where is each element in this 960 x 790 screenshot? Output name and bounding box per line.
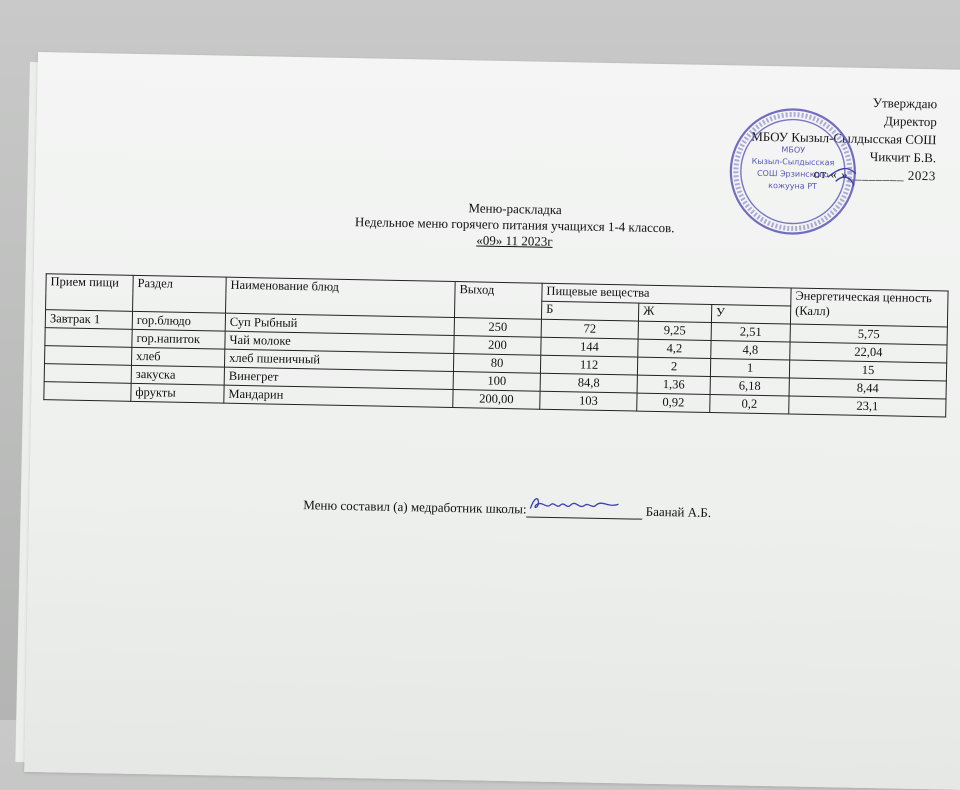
header-zh: Ж bbox=[638, 303, 711, 322]
cell-energy: 5,75 bbox=[790, 324, 947, 345]
cell-energy: 23,1 bbox=[789, 396, 946, 417]
cell-zh: 2 bbox=[637, 357, 710, 376]
cell-yield: 200,00 bbox=[453, 390, 540, 410]
cell-energy: 8,44 bbox=[789, 378, 946, 399]
cell-yield: 250 bbox=[454, 318, 541, 338]
cell-yield: 200 bbox=[454, 336, 541, 356]
cell-section: закуска bbox=[131, 365, 224, 385]
header-meal: Прием пищи bbox=[46, 274, 134, 312]
cell-dish: Мандарин bbox=[224, 385, 453, 407]
cell-meal bbox=[45, 328, 132, 348]
school-stamp bbox=[727, 105, 859, 237]
footer-prefix: Меню составил (а) медработник школы: bbox=[303, 497, 527, 517]
signature-line bbox=[526, 502, 642, 519]
approval-line-5: от « »________ 2023 bbox=[813, 165, 936, 184]
cell-zh: 4,2 bbox=[638, 339, 711, 358]
cell-meal: Завтрак 1 bbox=[45, 310, 132, 330]
header-b: Б bbox=[541, 301, 638, 321]
cell-b: 84,8 bbox=[540, 373, 637, 393]
header-energy: Энергетическая ценность (Калл) bbox=[790, 288, 948, 327]
cell-section: гор.напиток bbox=[132, 329, 225, 349]
cell-yield: 80 bbox=[453, 354, 540, 374]
cell-yield: 100 bbox=[453, 372, 540, 392]
cell-b: 103 bbox=[540, 391, 637, 411]
approval-line-2: Директор bbox=[883, 113, 937, 130]
cell-meal bbox=[44, 382, 131, 402]
header-u: У bbox=[711, 304, 790, 324]
cell-section: гор.блюдо bbox=[132, 311, 225, 331]
cell-section: фрукты bbox=[131, 383, 224, 403]
document-sheet bbox=[24, 52, 960, 790]
compiled-by-line bbox=[303, 497, 711, 521]
menu-table bbox=[43, 273, 948, 417]
cell-u: 2,51 bbox=[711, 322, 790, 342]
cell-dish: Винегрет bbox=[224, 367, 453, 389]
table-body bbox=[44, 310, 948, 417]
cell-zh: 0,92 bbox=[637, 393, 710, 412]
cell-energy: 22,04 bbox=[790, 342, 947, 363]
cell-u: 4,8 bbox=[711, 340, 790, 360]
approval-line-3: МБОУ Кызыл-Сылдысская СОШ bbox=[751, 128, 937, 148]
title-line-2: Недельное меню горячего питания учащихся 1-4 классов. bbox=[354, 214, 675, 236]
medworker-signature bbox=[528, 493, 640, 517]
header-yield: Выход bbox=[454, 282, 542, 320]
footer-name: Баанай А.Б. bbox=[645, 503, 712, 521]
cell-b: 112 bbox=[540, 355, 637, 375]
cell-dish: Суп Рыбный bbox=[225, 313, 454, 335]
cell-energy: 15 bbox=[789, 360, 946, 381]
stamp-text-2: Кызыл-Сылдысская bbox=[751, 156, 835, 168]
cell-dish: хлеб пшеничный bbox=[224, 349, 453, 371]
document-title bbox=[334, 198, 695, 253]
cell-u: 1 bbox=[710, 358, 789, 378]
cell-meal bbox=[44, 364, 131, 384]
cell-b: 72 bbox=[541, 319, 638, 339]
cell-zh: 9,25 bbox=[638, 321, 711, 340]
cell-zh: 1,36 bbox=[637, 375, 710, 394]
cell-dish: Чай молоке bbox=[225, 331, 454, 353]
title-line-1: Меню-раскладка bbox=[468, 200, 562, 218]
header-section: Раздел bbox=[133, 275, 227, 313]
header-nutrients: Пищевые вещества bbox=[542, 283, 791, 306]
stamp-text-4: кожууна РТ bbox=[768, 181, 818, 191]
stamp-text-3: СОШ Эрзинского bbox=[756, 168, 829, 180]
title-date: «09» 11 2023г bbox=[476, 232, 553, 249]
header-dish: Наименование блюд bbox=[226, 277, 456, 317]
cell-u: 6,18 bbox=[710, 376, 789, 396]
cell-u: 0,2 bbox=[710, 394, 789, 414]
cell-b: 144 bbox=[541, 337, 638, 357]
stamp-text-1: МБОУ bbox=[781, 145, 806, 155]
cell-section: хлеб bbox=[132, 347, 225, 367]
table-header-row bbox=[46, 274, 948, 309]
approval-line-4: Чикчит Б.В. bbox=[869, 148, 937, 166]
approval-line-1: Утверждаю bbox=[872, 95, 938, 112]
cell-meal bbox=[45, 346, 132, 366]
